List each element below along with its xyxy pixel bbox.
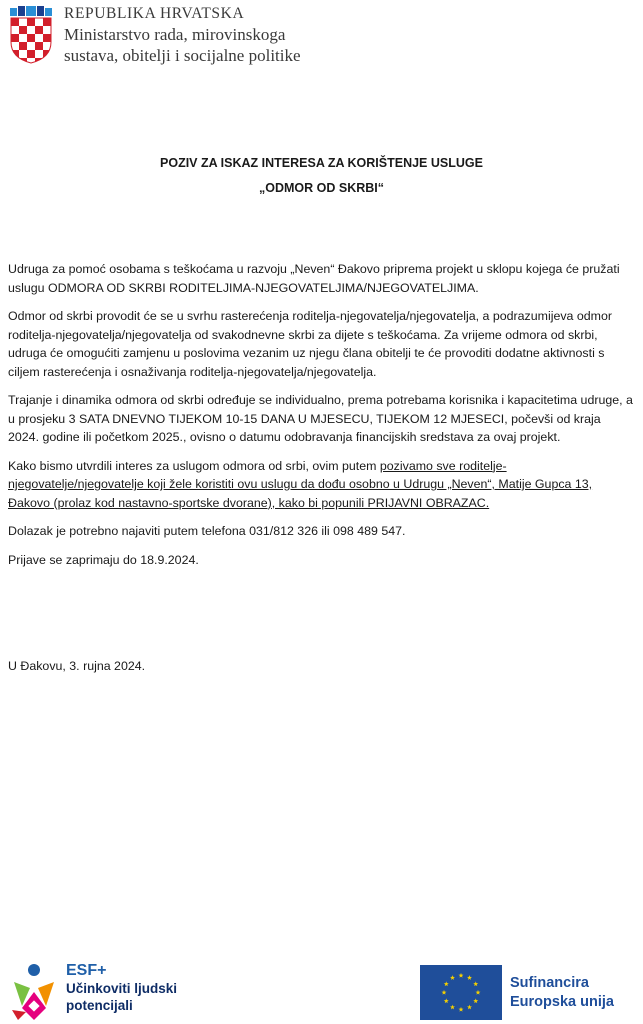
esf-mark: ESF+ — [66, 962, 107, 979]
paragraph-invitation — [8, 457, 633, 513]
header-country: REPUBLIKA HRVATSKA — [64, 5, 245, 22]
esf-line2: potencijali — [66, 998, 133, 1013]
document-body — [8, 260, 633, 686]
place-and-date: U Đakovu, 3. rujna 2024. — [8, 659, 146, 673]
invitation-text: Kako bismo utvrdili interes za uslugom odmora od srbi, ovim putem — [8, 458, 380, 473]
ministry-name — [64, 4, 301, 66]
eu-logo-block — [420, 965, 614, 1020]
paragraph-deadline: Prijave se zaprimaju do 18.9.2024. — [8, 552, 199, 567]
paragraph-description: Odmor od skrbi provodit će se u svrhu rasterećenja roditelja-njegovatelja/njegovatelja, a podrazumijeva odmor roditelja-njegovatelja/njegovatelja od svakodnevne skrbi za dijete s teškoćama. Za vrijeme odmora od skrbi, udruga će omogućiti zamjenu u poslovima vezanim uz njegu člana obitelji te će provoditi dodatne aktivnosti s ciljem rasterećenja i osnaživanja roditelja-njegovatelja/njegovatelja. — [8, 309, 613, 379]
croatian-coat-of-arms-icon — [8, 6, 54, 64]
paragraph-intro: Udruga za pomoć osobama s teškoćama u razvoju „Neven“ Đakovo priprema projekt u sklopu kojega će pružati uslugu ODMORA OD SKRBI RODITELJIMA-NJEGOVATELJIMA/NJEGOVATELJIMA. — [8, 262, 620, 295]
eu-flag-icon — [420, 965, 502, 1020]
ministry-header — [8, 4, 301, 66]
eu-line1: Sufinancira — [510, 974, 589, 991]
esf-logo-block — [8, 962, 177, 1022]
esf-text — [66, 962, 177, 1014]
document-title: POZIV ZA ISKAZ INTERESA ZA KORIŠTENJE USLUGE — [160, 156, 483, 170]
esf-plus-logo-icon — [8, 962, 60, 1022]
spacer — [8, 579, 633, 657]
invitation-underlined-text: pozivamo sve roditelje-njegovatelje/njegovatelje koji žele koristiti ovu uslugu da dođu osobno u Udrugu „Neven“, Matije Gupca 13, Đakovo (prolaz kod nastavno-sportske dvorane), kako bi popunili PRIJAVNI OBRAZAC. — [8, 458, 593, 510]
eu-text — [510, 974, 614, 1012]
document-subtitle: „ODMOR OD SKRBI“ — [259, 181, 384, 195]
paragraph-duration: Trajanje i dinamika odmora od skrbi određuje se individualno, prema potrebama korisnika i kapacitetima udruge, a u prosjeku 3 SATA DNEVNO TIJEKOM 10-15 DANA U MJESECU, TIJEKOM 12 MJESECI, počevši od kraja 2024. godine ili početkom 2025., ovisno o datumu odobravanja financijskih sredstava za ovaj projekt. — [8, 393, 633, 444]
paragraph-contact: Dolazak je potrebno najaviti putem telefona 031/812 326 ili 098 489 547. — [8, 524, 406, 538]
header-ministry-line1: Ministarstvo rada, mirovinskoga — [64, 25, 286, 44]
esf-line1: Učinkoviti ljudski — [66, 981, 178, 996]
eu-line2: Europska unija — [510, 993, 614, 1010]
header-ministry-line2: sustava, obitelji i socijalne politike — [64, 46, 301, 65]
